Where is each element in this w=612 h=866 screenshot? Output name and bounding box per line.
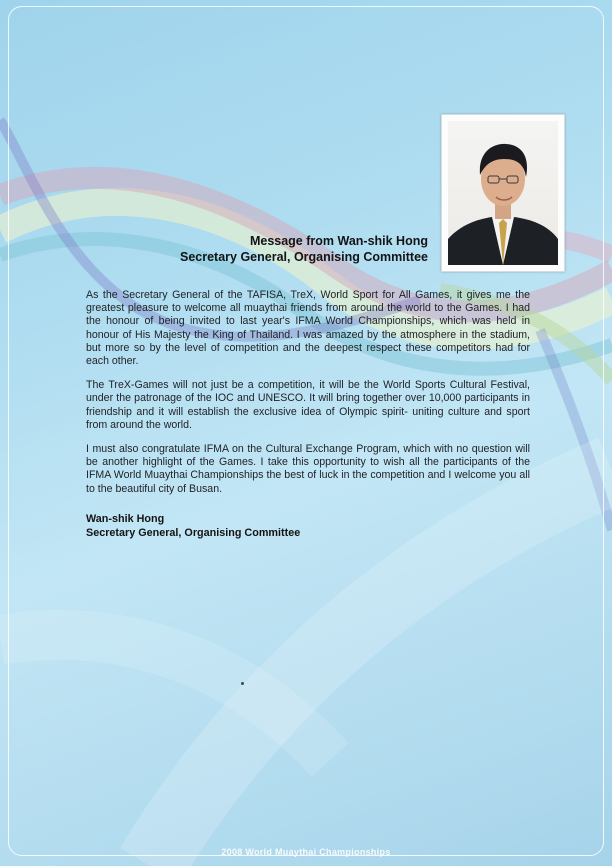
heading-subtitle: Secretary General, Organising Committee [179, 250, 428, 264]
portrait-photo [448, 121, 558, 265]
speck [241, 682, 244, 685]
signature-block [86, 513, 300, 540]
signature-title: Secretary General, Organising Committee [86, 526, 301, 539]
message-body [86, 289, 530, 507]
paragraph-welcome: As the Secretary General of the TAFISA, TreX, World Sport for All Games, it gives me the greatest pleasure to welcome all muaythai friends from around the world to the Games. I had the honour of being invited to last year's IFMA World Championships, which was held in honour of His Majesty the King of Thailand. I was amazed by the atmosphere in the stadium, but more so by the level of competition and the deepest respect these competitors had for each other. [86, 289, 530, 368]
page-footer: 2008 World Muaythai Championships [221, 847, 391, 857]
message-heading [80, 233, 428, 265]
portrait-frame [441, 114, 565, 272]
paragraph-trex-games: The TreX-Games will not just be a competition, it will be the World Sports Cultural Festival, under the patronage of the IOC and UNESCO. It will bring together over 10,000 participants in friendship and it will establish the exclusive idea of Olympic spirit- uniting culture and sport from around the world. [86, 379, 530, 431]
heading-title: Message from Wan-shik Hong [249, 234, 428, 248]
paragraph-congratulations: I must also congratulate IFMA on the Cultural Exchange Program, which with no question will be another highlight of the Games. I take this opportunity to wish all the participants of the IFMA World Muaythai Championships the best of luck in the competition and I welcome you all to the beautiful city of Busan. [86, 443, 530, 495]
signature-name: Wan-shik Hong [86, 513, 165, 525]
